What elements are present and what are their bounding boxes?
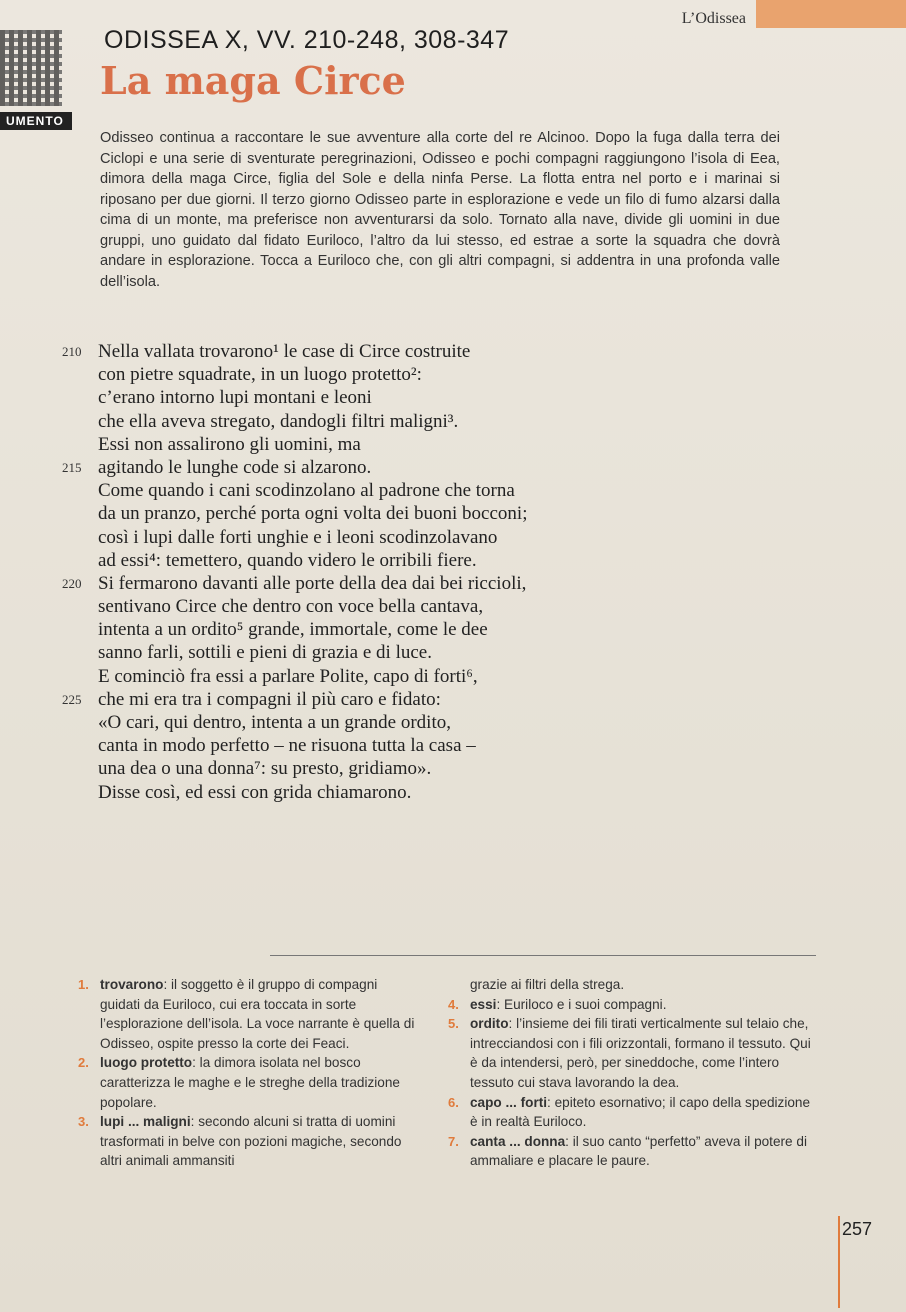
footnote-number: 1. [78,977,89,992]
footnote [448,1093,816,1132]
verse-number: 215 [62,459,82,475]
verse-number: 210 [62,344,82,359]
verse-text: Disse così, ed essi con grida chiamarono. [98,781,412,803]
footnote-text: : la dimora isolata nel bosco caratterizza le maghe e le streghe della tradizione popolare. [100,1055,400,1110]
header-color-tab [756,0,906,28]
footnote [448,1014,816,1092]
poem-verse [62,526,602,549]
footnote-term: capo ... forti [470,1094,548,1110]
footnote-term: canta ... donna [470,1133,566,1149]
footnote-term: luogo protetto [100,1055,193,1071]
verse-text: Essi non assalirono gli uomini, ma [98,433,361,455]
footnote [448,1132,816,1171]
poem-verse [62,433,602,456]
poem-verse [62,595,602,618]
page-title: La maga Circe [100,58,406,103]
section-tag: UMENTO [0,112,72,130]
footnote-number: 7. [448,1133,459,1149]
footnote-text: : epiteto esornativo; il capo della spedizione è in realtà Euriloco. [470,1094,811,1130]
poem-verse [62,781,602,804]
poem-text [62,340,602,804]
intro-paragraph: Odisseo continua a raccontare le sue avventure alla corte del re Alcinoo. Dopo la fuga dalla terra dei Ciclopi e una serie di sventurate peregrinazioni, Odisseo e pochi compagni raggiungono l’isola di Eea, dimora della maga Circe, figlia del Sole e della ninfa Perse. La flotta entra nel porto e i marinai si riposano per due giorni. Il terzo giorno Odisseo parte in esplorazione e vede un filo di fumo alzarsi dalla cima di un monte, ma preferisce non avventurarsi da solo. Tornato alla nave, divide gli uomini in due gruppi, uno guidato dal fidato Euriloco, l’altro da lui stesso, ed estrae a sorte la squadra che dovrà andare in esplorazione. Tocca a Euriloco che, con gli altri compagni, si addentra in una profonda valle dell’isola. [100,130,780,290]
footnote [448,995,816,1015]
verse-number: 220 [62,575,82,591]
poem-verse [62,688,602,711]
running-head: L’Odissea [681,10,746,27]
footnote-text: : il soggetto è il gruppo di compagni guidati da Euriloco, cui era toccata in sorte l’esplorazione dell’isola. La voce narrante è quella di Odisseo, ospite presso la corte dei Feaci. [100,977,415,1051]
verse-text: una dea o una donna⁷: su presto, gridiamo». [98,758,432,780]
footnotes-left-column [78,975,416,1171]
notes-divider [270,955,816,956]
footnote-number: 3. [78,1114,89,1130]
footnote-term: ordito [470,1016,509,1032]
footnote-term: lupi ... maligni [100,1114,191,1130]
footnote-number: 2. [78,1055,89,1071]
verse-number: 225 [62,691,82,707]
poem-verse [62,456,602,479]
verse-text: E cominciò fra essi a parlare Polite, capo di forti⁶, [98,665,478,687]
footnote-term: essi [470,996,497,1012]
verse-text: «O cari, qui dentro, intenta a un grande ordito, [98,712,451,733]
page-number: 257 [841,1219,872,1239]
poem-verse [62,641,602,664]
verse-text: ad essi⁴: temettero, quando videro le orribili fiere. [98,549,477,571]
poem-verse [62,572,602,595]
poem-verse [62,363,602,386]
verse-text: sanno farli, sottili e pieni di grazia e di luce. [98,642,432,664]
verse-text: Come quando i cani scodinzolano al padrone che torna [98,480,515,502]
footnote-text: : il suo canto “perfetto” aveva il potere di ammaliare e placare le paure. [470,1133,807,1169]
poem-verse [62,665,602,688]
footnote-text: : Euriloco e i suoi compagni. [496,996,667,1012]
verse-text: che mi era tra i compagni il più caro e fidato: [98,688,441,710]
verse-text: da un pranzo, perché porta ogni volta dei buoni bocconi; [98,503,528,525]
verse-text: con pietre squadrate, in un luogo protetto²: [98,364,422,386]
poem-verse [62,549,602,572]
poem-verse [62,340,602,363]
poem-verse [62,502,602,525]
footnote [78,1112,416,1171]
qr-code-icon [0,30,62,106]
poem-verse [62,410,602,433]
footnote-text: : l’insieme dei fili tirati verticalmente sul telaio che, intrecciandosi con i fili orizzontali, formano il tessuto. Qui è da intendersi, però, per sineddoche, come l’intero tessuto cui stava lavorando la dea. [470,1016,811,1090]
verse-text: canta in modo perfetto – ne risuona tutta la casa – [98,735,476,757]
footnote [470,975,816,995]
verse-text: sentivano Circe che dentro con voce bella cantava, [98,596,484,618]
footnote [78,975,416,1053]
page-number-rule [838,1216,840,1308]
footnote-number: 4. [448,996,459,1012]
verse-text: Si fermarono davanti alle porte della dea dai bei riccioli, [98,572,527,594]
footnote [78,1053,416,1112]
poem-verse [62,386,602,409]
verse-text: Nella vallata trovarono¹ le case di Circe costruite [98,341,471,362]
poem-verse [62,479,602,502]
poem-verse [62,618,602,641]
footnote-text: : secondo alcuni si tratta di uomini trasformati in belve con pozioni magiche, secondo altri animali ammansiti [100,1114,402,1169]
poem-verse [62,711,602,734]
verse-text: c’erano intorno lupi montani e leoni [98,387,372,409]
poem-verse [62,757,602,780]
poem-verse [62,734,602,757]
footnotes-right-column [448,975,816,1171]
verse-text: che ella aveva stregato, dandogli filtri maligni³. [98,410,459,432]
footnote-number: 5. [448,1016,459,1032]
footnote-number: 6. [448,1094,459,1110]
verse-text: agitando le lunghe code si alzarono. [98,456,372,478]
footnote-term: trovarono [100,977,164,992]
verse-text: intenta a un ordito⁵ grande, immortale, come le dee [98,619,488,641]
footnote-text: grazie ai filtri della strega. [470,977,625,992]
page-subtitle: ODISSEA X, VV. 210-248, 308-347 [104,26,510,54]
verse-text: così i lupi dalle forti unghie e i leoni scodinzolavano [98,526,498,548]
